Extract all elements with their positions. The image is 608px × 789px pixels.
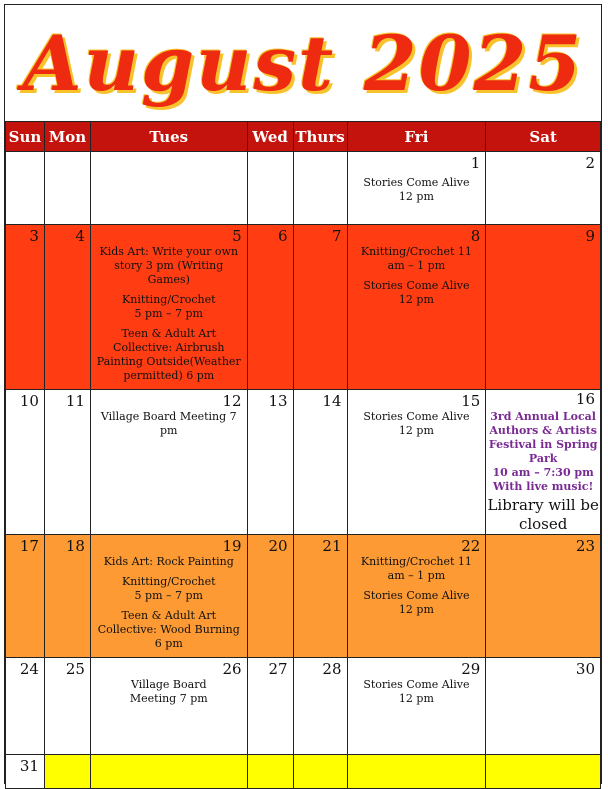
day-number: 26 <box>222 660 242 678</box>
day-number <box>294 152 347 154</box>
day-cell <box>486 225 601 390</box>
day-cell <box>293 535 347 658</box>
day-cell <box>293 225 347 390</box>
day-cell <box>90 152 247 225</box>
event: Kids Art: Rock Painting <box>103 555 234 568</box>
day-number: 12 <box>222 392 242 410</box>
day-cell <box>247 225 293 390</box>
day-cell <box>486 390 601 535</box>
day-cell <box>6 535 45 658</box>
day-number <box>248 152 293 154</box>
event: Stories Come Alive 12 pm <box>363 176 470 203</box>
day-number: 19 <box>222 537 242 555</box>
day-number: 13 <box>268 392 288 410</box>
day-cell <box>44 390 90 535</box>
event: Teen & Adult Art Collective: Wood Burning 6 pm <box>97 609 240 650</box>
calendar-grid <box>5 121 601 789</box>
event: Knitting/Crochet 5 pm – 7 pm <box>122 575 216 602</box>
day-number: 23 <box>575 537 595 555</box>
day-cell <box>247 152 293 225</box>
day-number: 6 <box>278 227 288 245</box>
weekday-header-row <box>6 122 601 152</box>
day-cell <box>247 535 293 658</box>
day-number: 18 <box>65 537 85 555</box>
day-number: 27 <box>268 660 288 678</box>
day-cell <box>293 755 347 789</box>
event: Village Board Meeting 7 pm <box>129 678 208 705</box>
week-row <box>6 755 601 789</box>
event: Kids Art: Write your own story 3 pm (Writing Games) <box>99 245 239 286</box>
event: Stories Come Alive 12 pm <box>363 410 470 437</box>
header-thu: Thurs <box>293 122 347 152</box>
day-cell <box>247 755 293 789</box>
day-cell <box>6 152 45 225</box>
event: Village Board Meeting 7 pm <box>100 410 237 437</box>
day-cell <box>6 390 45 535</box>
day-cell <box>90 225 247 390</box>
week-row <box>6 225 601 390</box>
day-number <box>91 152 247 154</box>
day-number: 25 <box>65 660 85 678</box>
day-number: 7 <box>331 227 342 245</box>
day-cell <box>486 755 601 789</box>
event: Knitting/Crochet 11 am – 1 pm <box>360 555 472 582</box>
event: Teen & Adult Art Collective: Airbrush Painting Outside(Weather permitted) 6 pm <box>96 327 241 382</box>
calendar-title: August 2025 <box>22 18 584 108</box>
day-cell <box>347 535 486 658</box>
day-cell <box>90 658 247 755</box>
day-number: 9 <box>585 227 595 245</box>
day-number: 20 <box>268 537 288 555</box>
calendar-page <box>4 4 602 784</box>
day-number: 5 <box>232 227 242 245</box>
header-mon: Mon <box>44 122 90 152</box>
festival-event: 3rd Annual Local Authors & Artists Festival in Spring Park 10 am – 7:30 pm With live music! <box>488 410 598 493</box>
day-cell <box>90 390 247 535</box>
day-number: 16 <box>575 390 595 408</box>
day-cell <box>44 152 90 225</box>
event: Knitting/Crochet 11 am – 1 pm <box>360 245 472 272</box>
header-tue: Tues <box>90 122 247 152</box>
header-wed: Wed <box>247 122 293 152</box>
day-cell <box>44 225 90 390</box>
header-sun: Sun <box>6 122 45 152</box>
day-cell <box>44 658 90 755</box>
day-number <box>45 152 90 154</box>
day-cell <box>6 755 45 789</box>
day-number: 29 <box>461 660 481 678</box>
day-cell <box>293 152 347 225</box>
event: Stories Come Alive 12 pm <box>363 678 470 705</box>
day-cell <box>6 225 45 390</box>
day-number: 3 <box>29 227 39 245</box>
event: Stories Come Alive 12 pm <box>363 589 470 616</box>
header-fri: Fri <box>347 122 486 152</box>
day-number: 30 <box>575 660 595 678</box>
day-number: 8 <box>470 227 481 245</box>
day-number: 17 <box>19 537 39 555</box>
day-cell <box>293 390 347 535</box>
day-cell <box>247 658 293 755</box>
day-number: 24 <box>19 660 39 678</box>
day-cell <box>347 658 486 755</box>
day-number: 31 <box>19 757 39 775</box>
day-number: 11 <box>65 392 85 410</box>
day-number: 14 <box>322 392 342 410</box>
day-cell <box>347 755 486 789</box>
day-cell <box>347 390 486 535</box>
day-number: 4 <box>75 227 85 245</box>
day-cell <box>486 658 601 755</box>
day-cell <box>347 152 486 225</box>
day-cell <box>90 755 247 789</box>
day-number: 10 <box>19 392 39 410</box>
day-cell <box>293 658 347 755</box>
day-number: 21 <box>322 537 342 555</box>
week-row <box>6 535 601 658</box>
closed-notice: Library will be closed <box>487 496 599 533</box>
week-row <box>6 658 601 755</box>
day-number: 2 <box>585 154 595 172</box>
day-number: 15 <box>461 392 481 410</box>
day-cell <box>44 535 90 658</box>
event: Knitting/Crochet 5 pm – 7 pm <box>122 293 216 320</box>
event: Stories Come Alive 12 pm <box>363 279 470 306</box>
day-number: 28 <box>322 660 342 678</box>
day-cell <box>44 755 90 789</box>
week-row <box>6 390 601 535</box>
header-sat: Sat <box>486 122 601 152</box>
day-cell <box>486 535 601 658</box>
day-number: 1 <box>470 154 481 172</box>
week-row <box>6 152 601 225</box>
day-cell <box>486 152 601 225</box>
day-cell <box>90 535 247 658</box>
day-number: 22 <box>461 537 481 555</box>
day-cell <box>247 390 293 535</box>
day-cell <box>347 225 486 390</box>
day-number <box>6 152 44 154</box>
day-cell <box>6 658 45 755</box>
